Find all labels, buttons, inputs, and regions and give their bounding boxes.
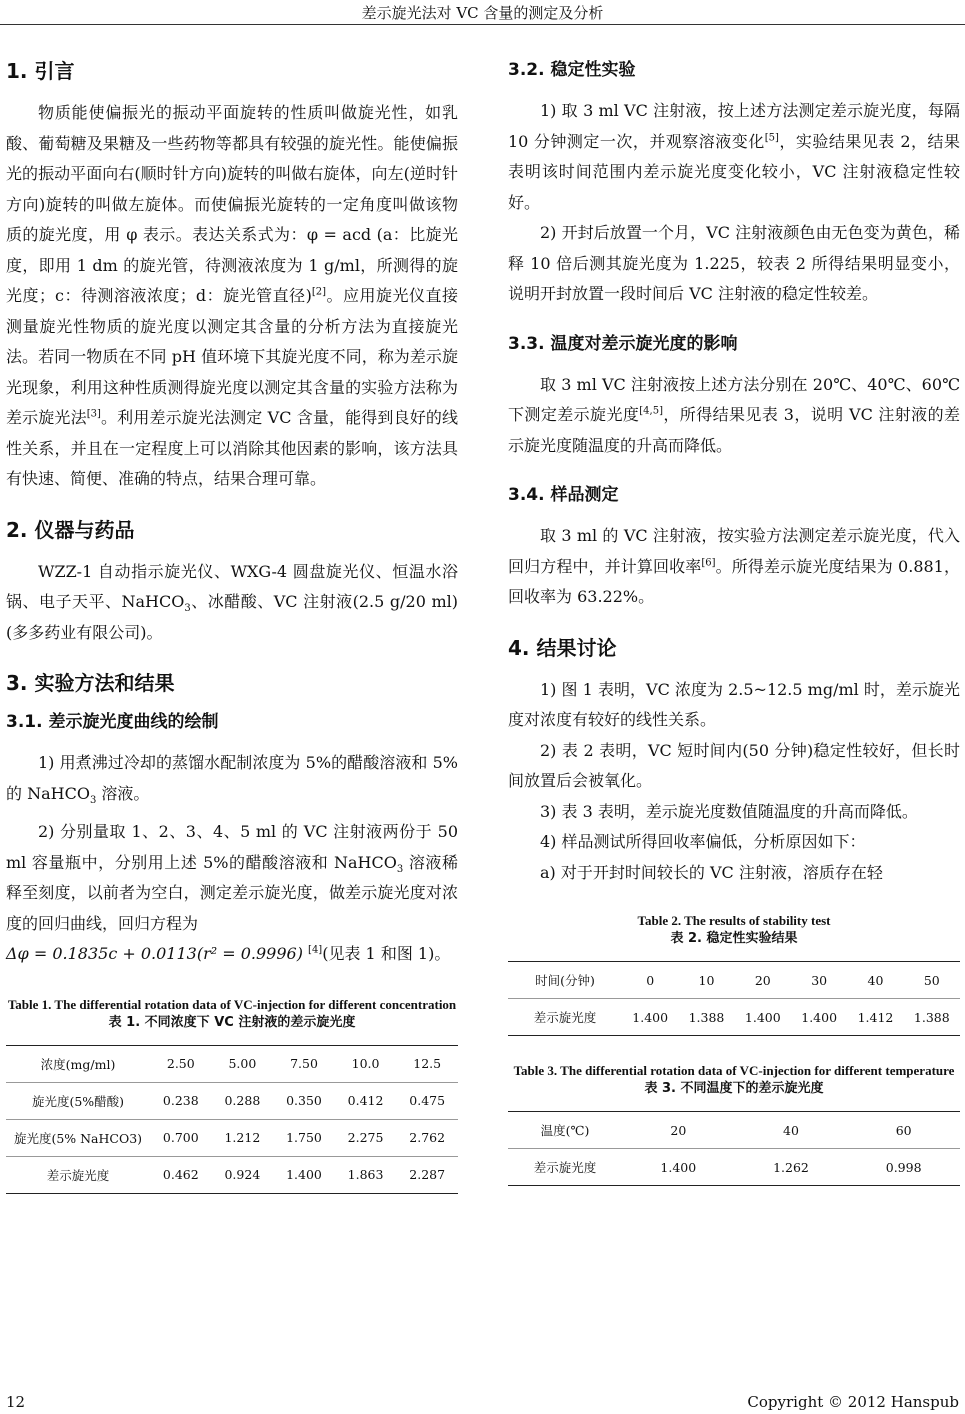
table-3-caption-zh: 表 3. 不同温度下的差示旋光度 bbox=[644, 1081, 824, 1096]
table-3-caption-en: Table 3. The differential rotation data of VC-injection for different temperature bbox=[513, 1063, 955, 1078]
section-3-title: 3. 实验方法和结果 bbox=[6, 671, 175, 695]
section-3-3-title: 3.3. 温度对差示旋光度的影响 bbox=[508, 333, 738, 354]
section-2-title: 2. 仪器与药品 bbox=[6, 517, 135, 542]
table-2-caption-zh: 表 2. 稳定性实验结果 bbox=[670, 931, 798, 946]
table-row: 差示旋光度 0.462 0.924 1.400 1.863 2.287 bbox=[46, 1167, 446, 1183]
section-4-title: 4. 结果讨论 bbox=[508, 635, 617, 660]
discussion-paragraph-5: a) 对于开封时间较长的 VC 注射液，溶质存在轻 bbox=[540, 862, 883, 882]
running-header: 差示旋光法对 VC 含量的测定及分析 bbox=[361, 4, 604, 22]
table-row: 旋光度(5%醋酸) 0.238 0.288 0.350 0.412 0.475 bbox=[6, 1082, 458, 1119]
section-3-4-title: 3.4. 样品测定 bbox=[508, 485, 619, 505]
table-1-caption-zh: 表 1. 不同浓度下 VC 注射液的差示旋光度 bbox=[108, 1014, 356, 1030]
table-row: 差示旋光度 1.400 1.388 1.400 1.400 1.412 1.388 bbox=[533, 1009, 950, 1025]
discussion-paragraph-4: 4) 样品测试所得回收率偏低，分析原因如下： bbox=[540, 832, 866, 851]
section-3-1-title: 3.1. 差示旋光度曲线的绘制 bbox=[6, 712, 219, 732]
table-1-caption-en: Table 1. The differential rotation data of VC-injection for different concentration bbox=[7, 996, 457, 1012]
table-1 bbox=[6, 1045, 458, 1194]
left-column bbox=[6, 58, 458, 1194]
table-row: 温度(℃) 20 40 60 bbox=[508, 1112, 960, 1149]
stability-paragraph-1: 1) 取 3 ml VC 注射液，按上述方法测定差示旋光度，每隔 10 分钟测定一次，并观察溶液变化[5]，实验结果见表 2，结果表明该时间范围内差示旋光度变化较小，VC 注射液稳定性较好。 bbox=[508, 101, 960, 212]
table-row: 旋光度(5% NaHCO3) 0.700 1.212 1.750 2.275 2.762 bbox=[6, 1119, 458, 1156]
table-row: 浓度(mg/ml) 2.50 5.00 7.50 10.0 12.5 bbox=[6, 1045, 458, 1082]
stability-paragraph-2: 2) 开封后放置一个月，VC 注射液颜色由无色变为黄色，稀释 10 倍后测其旋光度为 1.225，较表 2 所得结果明显变小，说明开封放置一段时间后 VC 注射液的稳定性较差。 bbox=[508, 223, 960, 303]
method-paragraph-2: 2) 分别量取 1、2、3、4、5 ml 的 VC 注射液两份于 50 ml 容量瓶中，分别用上述 5%的醋酸溶液和 NaHCO$_3$ 溶液稀释至刻度，以前者为空白，测定差示旋光度，做差示旋光度对浓度的回归曲线，回归方程为 bbox=[6, 822, 458, 933]
section-1-title: 1. 引言 bbox=[6, 59, 75, 83]
discussion-paragraph-1: 1) 图 1 表明，VC 浓度为 2.5~12.5 mg/ml 时，差示旋光度对浓度有较好的线性关系。 bbox=[508, 679, 960, 729]
temperature-paragraph: 取 3 ml VC 注射液按上述方法分别在 20℃、40℃、60℃下测定差示旋光度[4,5]，所得结果见表 3，说明 VC 注射液的差示旋光度随温度的升高而降低。 bbox=[508, 374, 960, 455]
copyright: Copyright © 2012 Hanspub bbox=[747, 1393, 959, 1411]
method-paragraph-1: 1) 用煮沸过冷却的蒸馏水配制浓度为 5%的醋酸溶液和 5%的 NaHCO$_3$ 溶液。 bbox=[6, 753, 458, 806]
discussion-paragraph-2: 2) 表 2 表明，VC 短时间内(50 分钟)稳定性较好，但长时间放置后会被氧化。 bbox=[508, 740, 960, 790]
right-column bbox=[508, 58, 960, 1186]
table-2-caption-en: Table 2. The results of stability test bbox=[637, 913, 831, 928]
intro-paragraph: 物质能使偏振光的振动平面旋转的性质叫做旋光性，如乳酸、葡萄糖及果糖及一些药物等都具有较强的旋光性。能使偏振光的振动平面向右(顺时针方向)旋转的叫做右旋体，向左(逆时针方向)旋转的叫做左旋体。而使偏振光旋转的一定角度叫做该物质的旋光度，用 φ 表示。表达关系式为：φ = acd (a：比旋光度，即用 1 dm 的旋光管，待测液浓度为 1 g/ml，所测得的旋光度；c：待测溶液浓度；d：旋光管直径)[2]。应用旋光仪直接测量旋光性物质的旋光度以测定其含量的分析方法为直接旋光法。若同一物质在不同 pH 值环境下其旋光度不同，称为差示旋光现象，利用这种性质测得旋光度以测定其含量的实验方法称为差示旋光法[3]。利用差示旋光法测定 VC 含量，能得到良好的线性关系，并且在一定程度上可以消除其他因素的影响，该方法具有快速、简便、准确的特点，结果合理可靠。 bbox=[6, 103, 458, 488]
page-number: 12 bbox=[6, 1393, 26, 1411]
discussion-paragraph-3: 3) 表 3 表明，差示旋光度数值随温度的升高而降低。 bbox=[540, 801, 918, 821]
section-3-2-title: 3.2. 稳定性实验 bbox=[508, 60, 636, 80]
table-row: 差示旋光度 1.400 1.262 0.998 bbox=[533, 1159, 922, 1175]
table-3 bbox=[508, 1111, 960, 1186]
regression-equation: Δφ = 0.1835c + 0.0113(r² = 0.9996) [4](见表 1 和图 1)。 bbox=[6, 944, 451, 963]
table-2 bbox=[508, 961, 960, 1036]
header-rule bbox=[0, 24, 965, 25]
instruments-paragraph: WZZ-1 自动指示旋光仪、WXG-4 圆盘旋光仪、恒温水浴锅、电子天平、NaHCO$_3$、冰醋酸、VC 注射液(2.5 g/20 ml)(多多药业有限公司)。 bbox=[6, 561, 458, 642]
sample-paragraph: 取 3 ml 的 VC 注射液，按实验方法测定差示旋光度，代入回归方程中，并计算回收率[6]。所得差示旋光度结果为 0.881，回收率为 63.22%。 bbox=[508, 526, 960, 606]
table-row: 时间(分钟) 0 10 20 30 40 50 bbox=[508, 962, 960, 999]
